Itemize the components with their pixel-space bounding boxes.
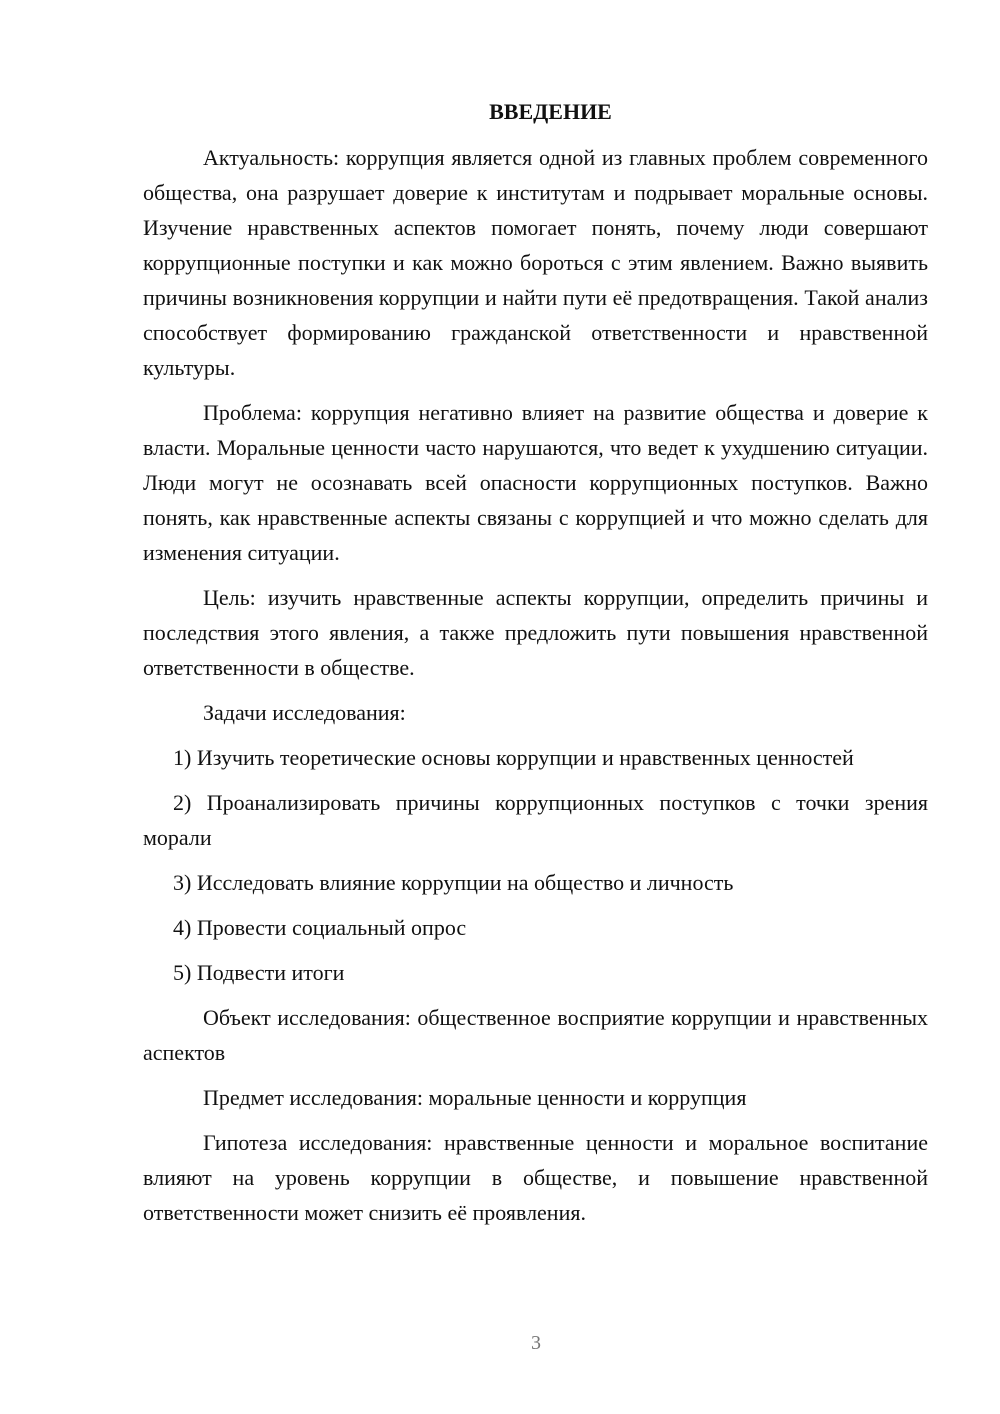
task-item: 2) Проанализировать причины коррупционных поступков с точки зрения морали <box>143 790 928 850</box>
task-item: 3) Исследовать влияние коррупции на общество и личность <box>173 870 734 895</box>
document-page <box>143 94 928 1240</box>
goal-paragraph: Цель: изучить нравственные аспекты коррупции, определить причины и последствия этого явления, а также предложить пути повышения нравственной ответственности в обществе. <box>143 585 928 680</box>
page-number: 3 <box>531 1332 541 1354</box>
task-item: 4) Провести социальный опрос <box>173 915 467 940</box>
task-item: 1) Изучить теоретические основы коррупции и нравственных ценностей <box>173 745 854 770</box>
task-item: 5) Подвести итоги <box>173 960 345 985</box>
hypothesis-paragraph: Гипотеза исследования: нравственные ценности и моральное воспитание влияют на уровень коррупции в обществе, и повышение нравственной ответственности может снизить её проявления. <box>143 1130 928 1225</box>
object-paragraph: Объект исследования: общественное восприятие коррупции и нравственных аспектов <box>143 1005 928 1065</box>
subject-paragraph: Предмет исследования: моральные ценности и коррупция <box>203 1085 747 1110</box>
problem-paragraph: Проблема: коррупция негативно влияет на развитие общества и доверие к власти. Моральные ценности часто нарушаются, что ведет к ухудшению ситуации. Люди могут не осознавать всей опасности коррупционных поступков. Важно понять, как нравственные аспекты связаны с коррупцией и что можно сделать для изменения ситуации. <box>143 400 928 565</box>
page-title: ВВЕДЕНИЕ <box>489 99 612 124</box>
relevance-paragraph: Актуальность: коррупция является одной из главных проблем современного общества, она разрушает доверие к институтам и подрывает моральные основы. Изучение нравственных аспектов помогает понять, почему люди совершают коррупционные поступки и как можно бороться с этим явлением. Важно выявить причины возникновения коррупции и найти пути её предотвращения. Такой анализ способствует формированию гражданской ответственности и нравственной культуры. <box>143 145 928 380</box>
tasks-heading: Задачи исследования: <box>203 700 406 725</box>
